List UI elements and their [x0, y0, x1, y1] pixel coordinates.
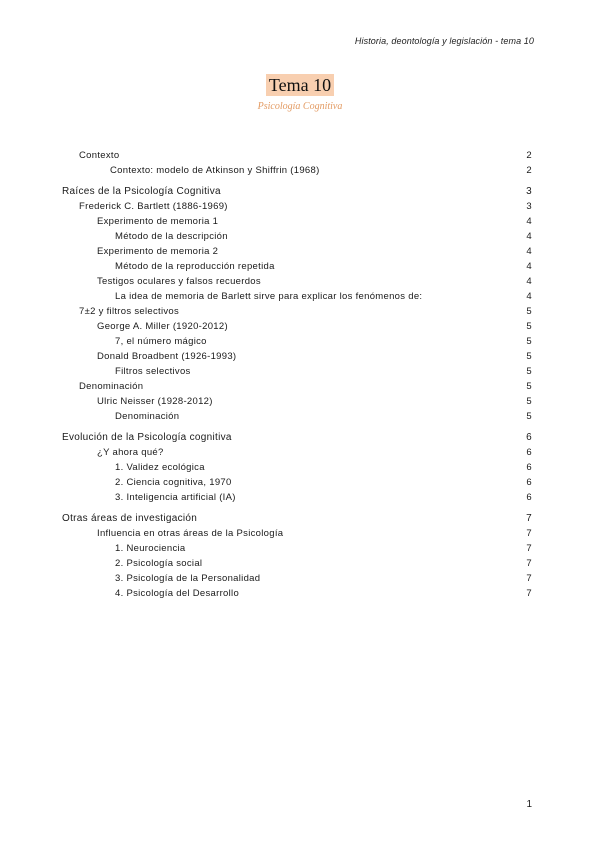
toc-entry-title: 7±2 y filtros selectivos: [79, 306, 180, 317]
toc-entry-title: Testigos oculares y falsos recuerdos: [97, 276, 261, 287]
toc-entry[interactable]: [0, 409, 600, 424]
toc-entry-page: 4: [526, 291, 532, 302]
toc-entry-page: 7: [526, 573, 532, 584]
toc-entry-page: 4: [526, 246, 532, 257]
toc-entry-page: 4: [526, 231, 532, 242]
toc-entry-title: Método de la reproducción repetida: [115, 261, 275, 272]
toc-entry[interactable]: [0, 148, 600, 163]
toc-entry[interactable]: [0, 490, 600, 505]
toc-entry[interactable]: [0, 379, 600, 394]
toc-entry[interactable]: [0, 460, 600, 475]
toc-entry-title: Denominación: [115, 411, 180, 422]
toc-entry-page: 7: [526, 558, 532, 569]
toc-entry[interactable]: [0, 274, 600, 289]
toc-entry-title: Ulric Neisser (1928-2012): [97, 396, 213, 407]
toc-entry[interactable]: [0, 319, 600, 334]
toc-entry-title: 3. Psicología de la Personalidad: [115, 573, 261, 584]
toc-entry-title: Donald Broadbent (1926-1993): [97, 351, 237, 362]
toc-entry-title: Experimento de memoria 1: [97, 216, 219, 227]
toc-entry[interactable]: [0, 526, 600, 541]
toc-entry-page: 5: [526, 396, 532, 407]
toc-entry[interactable]: [0, 199, 600, 214]
toc-entry[interactable]: [0, 349, 600, 364]
toc-entry-title: 1. Neurociencia: [115, 543, 186, 554]
page-number: 1: [526, 799, 532, 810]
toc-entry-page: 4: [526, 216, 532, 227]
page-title: Tema 10: [266, 74, 334, 96]
toc-entry[interactable]: [0, 430, 600, 445]
toc-entry-title: 2. Ciencia cognitiva, 1970: [115, 477, 232, 488]
toc-entry[interactable]: [0, 475, 600, 490]
toc-entry-title: Frederick C. Bartlett (1886-1969): [79, 201, 228, 212]
toc-entry-title: Filtros selectivos: [115, 366, 191, 377]
page-subtitle: Psicología Cognitiva: [257, 101, 343, 112]
toc-entry-title: Raíces de la Psicología Cognitiva: [62, 186, 221, 197]
toc-entry-title: George A. Miller (1920-2012): [97, 321, 228, 332]
toc-entry[interactable]: [0, 364, 600, 379]
toc-entry-page: 3: [526, 201, 532, 212]
toc-entry-title: 1. Validez ecológica: [115, 462, 205, 473]
toc-entry-title: Denominación: [79, 381, 144, 392]
toc-entry-title: Influencia en otras áreas de la Psicología: [97, 528, 284, 539]
toc-entry-title: Otras áreas de investigación: [62, 513, 198, 524]
toc-entry-page: 2: [526, 165, 532, 176]
toc-entry[interactable]: [0, 511, 600, 526]
toc-entry-title: ¿Y ahora qué?: [97, 447, 164, 458]
toc-entry-title: Método de la descripción: [115, 231, 228, 242]
toc-entry-title: Evolución de la Psicología cognitiva: [62, 432, 232, 443]
toc-entry-page: 7: [526, 543, 532, 554]
running-header: Historia, deontología y legislación - tema 10: [354, 36, 534, 46]
toc-entry-page: 2: [526, 150, 532, 161]
toc-entry-page: 7: [526, 513, 532, 524]
toc-entry-page: 5: [526, 366, 532, 377]
toc-entry-page: 5: [526, 351, 532, 362]
toc-entry-title: Experimento de memoria 2: [97, 246, 219, 257]
toc-entry[interactable]: [0, 445, 600, 460]
toc-entry-page: 6: [526, 447, 532, 458]
toc-entry-page: 5: [526, 306, 532, 317]
toc-entry[interactable]: [0, 259, 600, 274]
toc-entry-page: 6: [526, 462, 532, 473]
toc-entry[interactable]: [0, 556, 600, 571]
toc-entry-title: 4. Psicología del Desarrollo: [115, 588, 240, 599]
toc-entry[interactable]: [0, 334, 600, 349]
toc-entry-title: 3. Inteligencia artificial (IA): [115, 492, 236, 503]
toc-entry-page: 5: [526, 381, 532, 392]
toc-entry-page: 6: [526, 477, 532, 488]
toc-entry[interactable]: [0, 229, 600, 244]
toc-entry-page: 6: [526, 492, 532, 503]
toc-entry-page: 7: [526, 528, 532, 539]
toc-entry-page: 4: [526, 261, 532, 272]
toc-entry-title: Contexto: [79, 150, 120, 161]
toc-entry-title: 2. Psicología social: [115, 558, 203, 569]
toc-entry[interactable]: [0, 304, 600, 319]
toc-entry-page: 7: [526, 588, 532, 599]
toc-entry-title: La idea de memoria de Barlett sirve para explicar los fenómenos de:: [115, 291, 423, 302]
toc-entry[interactable]: [0, 184, 600, 199]
toc-entry[interactable]: [0, 214, 600, 229]
toc-entry[interactable]: [0, 163, 600, 178]
toc-entry-page: 5: [526, 411, 532, 422]
toc-entry-page: 5: [526, 321, 532, 332]
toc-entry[interactable]: [0, 571, 600, 586]
toc-entry[interactable]: [0, 541, 600, 556]
toc-entry-page: 3: [526, 186, 532, 197]
toc-entry-title: Contexto: modelo de Atkinson y Shiffrin (1968): [110, 165, 320, 176]
toc-entry[interactable]: [0, 244, 600, 259]
toc-entry-page: 4: [526, 276, 532, 287]
toc-entry-title: 7, el número mágico: [115, 336, 207, 347]
toc-entry[interactable]: [0, 586, 600, 601]
toc-entry[interactable]: [0, 394, 600, 409]
toc-entry-page: 5: [526, 336, 532, 347]
toc-entry-page: 6: [526, 432, 532, 443]
toc-entry[interactable]: [0, 289, 600, 304]
